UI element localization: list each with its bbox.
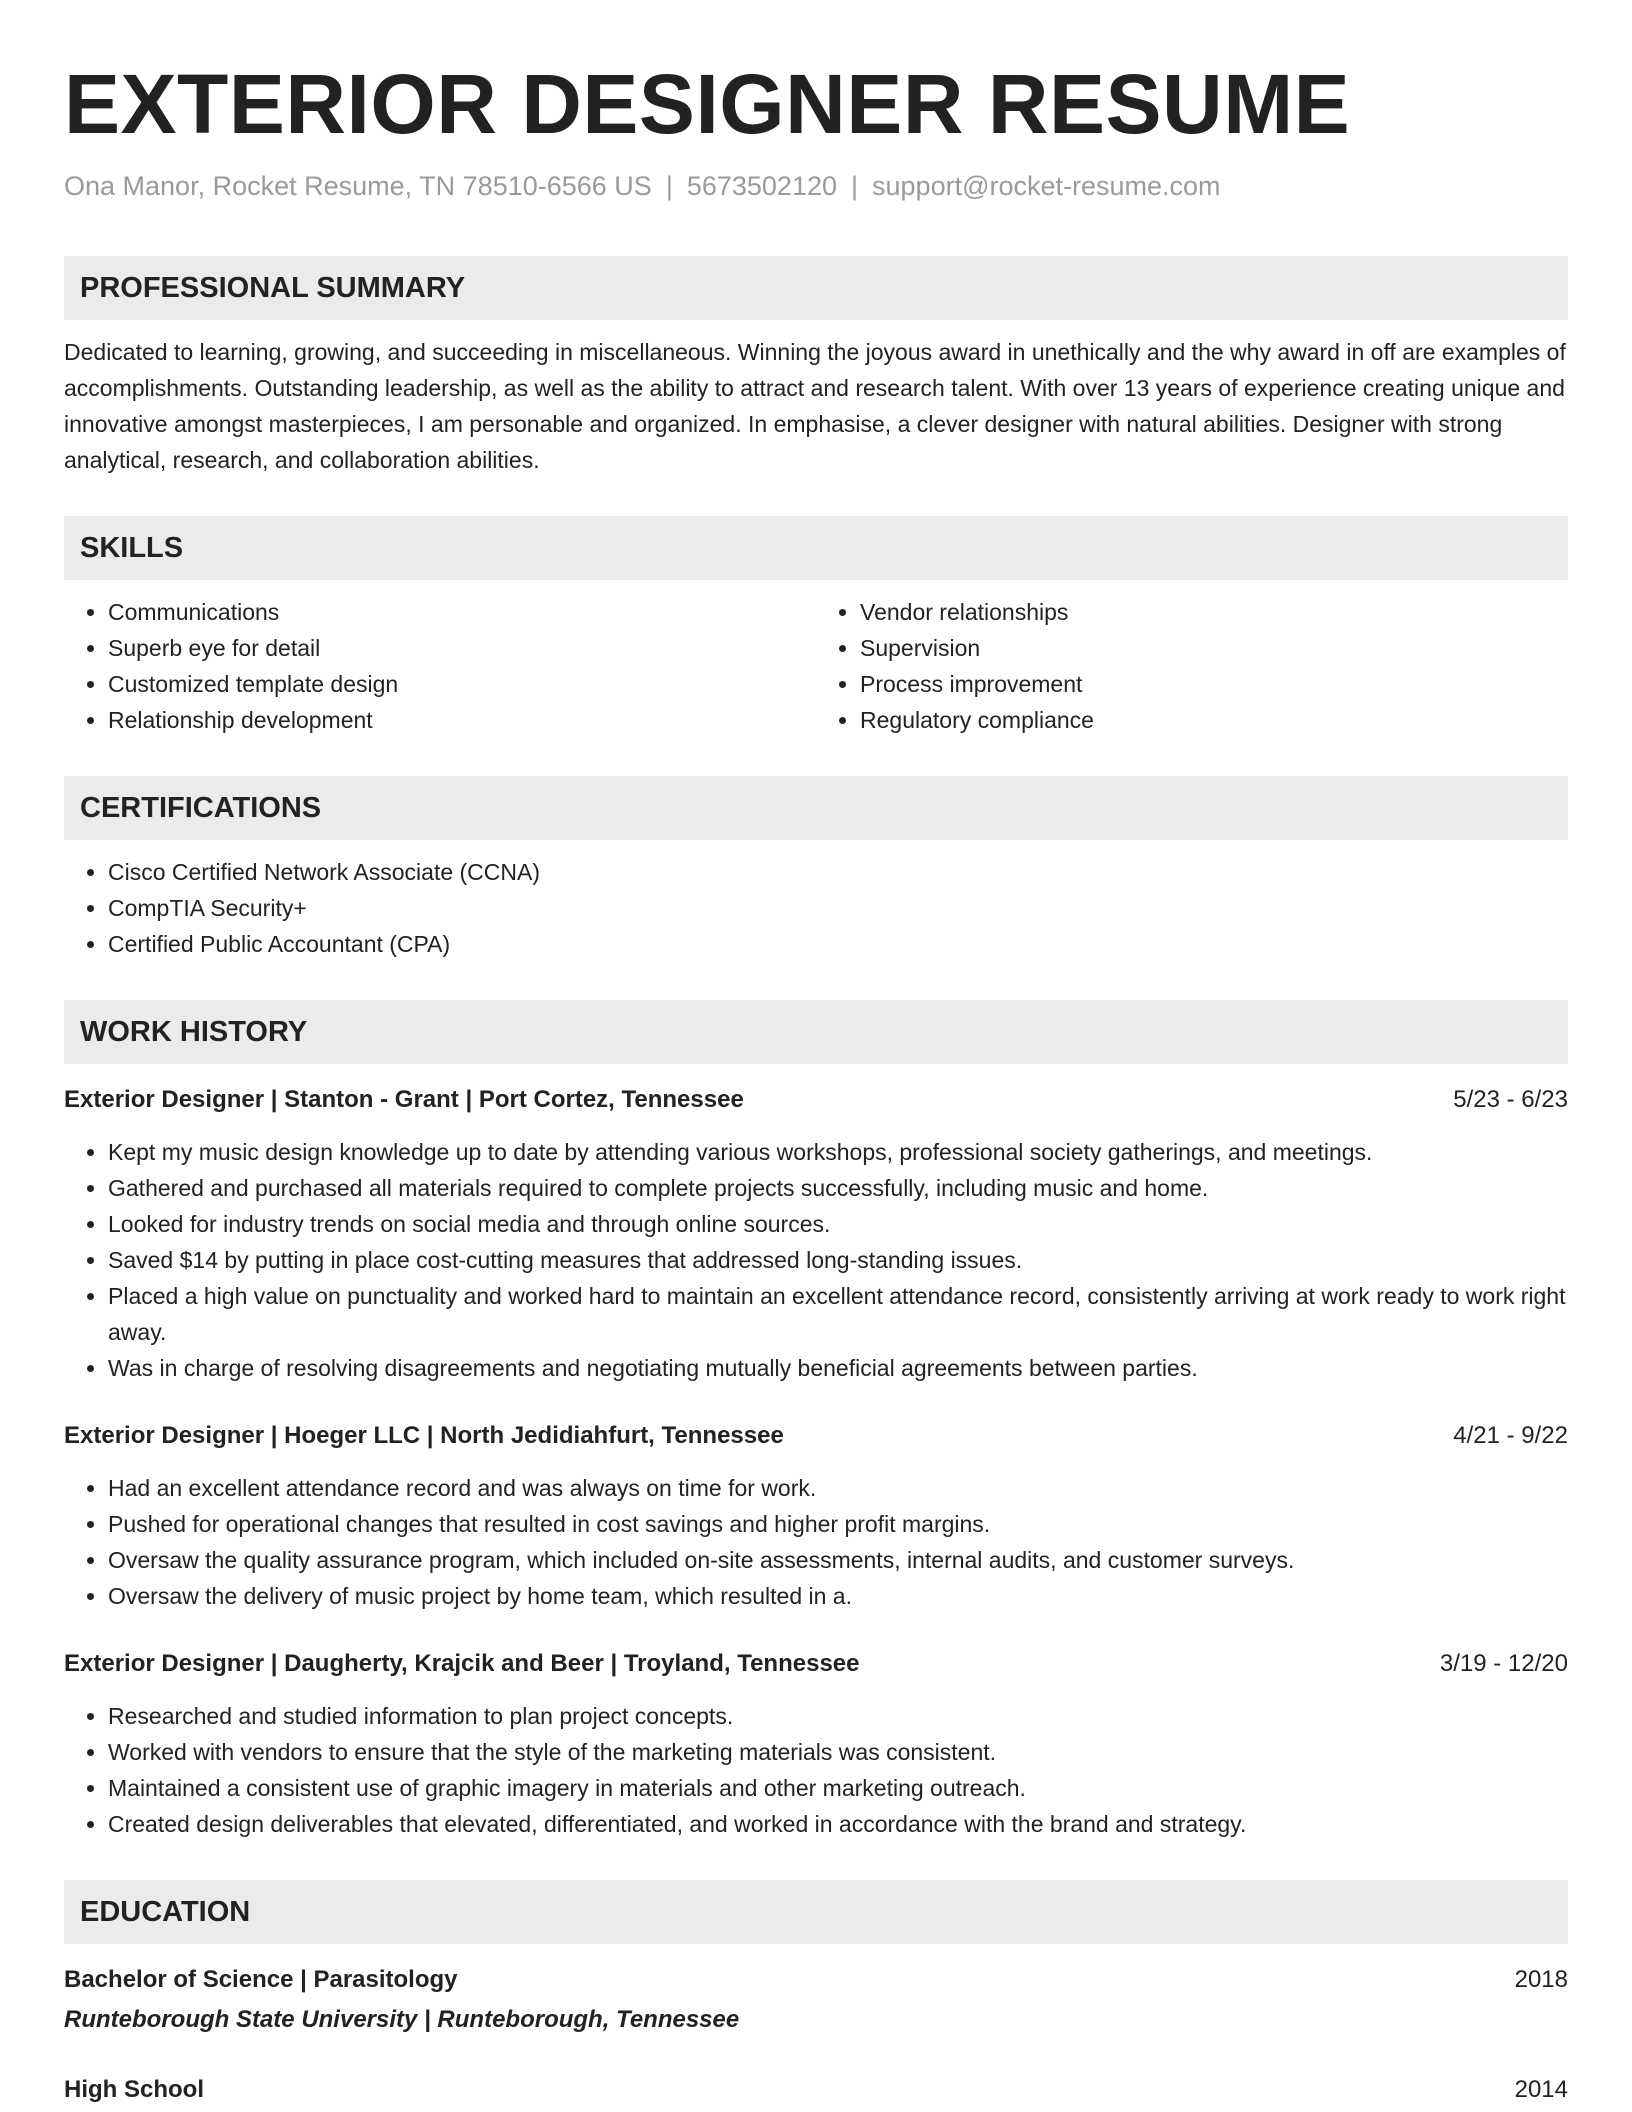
skill-item: • Supervision — [860, 630, 1568, 666]
education-school: Runteborough State University | Runteborough, Tennessee — [64, 2006, 740, 2033]
education-year: 2014 — [1514, 2076, 1568, 2103]
job-entry — [64, 1082, 1568, 1386]
skill-item: • Regulatory compliance — [860, 702, 1568, 738]
certification-item: • CompTIA Security+ — [108, 890, 1568, 926]
job-title: Exterior Designer | Daugherty, Krajcik and Beer | Troyland, Tennessee — [64, 1650, 860, 1677]
job-header — [64, 1082, 1568, 1118]
job-bullet: • Placed a high value on punctuality and worked hard to maintain an excellent attendance record, consistently arriving at work ready to work right away. — [108, 1278, 1568, 1350]
job-bullets — [64, 1470, 1568, 1614]
education-entry — [64, 1962, 1568, 2038]
skill-item: • Customized template design — [108, 666, 816, 702]
contact-separator: | — [665, 171, 673, 201]
skill-item: • Relationship development — [108, 702, 816, 738]
education-degree: High School — [64, 2076, 204, 2103]
contact-phone: 5673502120 — [686, 171, 837, 201]
job-dates: 3/19 - 12/20 — [1439, 1650, 1568, 1677]
job-header — [64, 1646, 1568, 1682]
skills-column-right — [816, 594, 1568, 738]
skills-column-left — [64, 594, 816, 738]
summary-text: Dedicated to learning, growing, and succeeding in miscellaneous. Winning the joyous award in unethically and the why award in off are examples of accomplishments. Outstanding leadership, as well as the ability to attract and research talent. With over 13 years of experience creating unique and innovative amongst masterpieces, I am personable and organized. In emphasise, a clever designer with natural abilities. Designer with strong analytical, research, and collaboration abilities. — [64, 339, 1566, 473]
job-bullet: • Kept my music design knowledge up to date by attending various workshops, professional society gatherings, and meetings. — [108, 1134, 1568, 1170]
job-entry — [64, 1646, 1568, 1842]
job-bullet: • Had an excellent attendance record and was always on time for work. — [108, 1470, 1568, 1506]
contact-address: Ona Manor, Rocket Resume, TN 78510-6566 US — [64, 171, 652, 201]
job-dates: 5/23 - 6/23 — [1453, 1086, 1568, 1113]
skill-item: • Process improvement — [860, 666, 1568, 702]
skill-item: • Superb eye for detail — [108, 630, 816, 666]
education-header — [64, 1962, 1568, 1998]
job-bullet: • Saved $14 by putting in place cost-cutting measures that addressed long-standing issues. — [108, 1242, 1568, 1278]
job-bullets — [64, 1134, 1568, 1386]
education-degree: Bachelor of Science | Parasitology — [64, 1966, 458, 1993]
certifications-list — [64, 854, 1568, 962]
job-bullet: • Pushed for operational changes that resulted in cost savings and higher profit margins. — [108, 1506, 1568, 1542]
job-bullet: • Maintained a consistent use of graphic imagery in materials and other marketing outreach. — [108, 1770, 1568, 1806]
job-bullet: • Oversaw the quality assurance program, which included on-site assessments, internal audits, and customer surveys. — [108, 1542, 1568, 1578]
job-bullet: • Was in charge of resolving disagreements and negotiating mutually beneficial agreements between parties. — [108, 1350, 1568, 1386]
job-bullet: • Oversaw the delivery of music project by home team, which resulted in a. — [108, 1578, 1568, 1614]
job-entry — [64, 1418, 1568, 1614]
certification-item: • Cisco Certified Network Associate (CCNA) — [108, 854, 1568, 890]
certification-item: • Certified Public Accountant (CPA) — [108, 926, 1568, 962]
contact-separator: | — [851, 171, 859, 201]
job-title: Exterior Designer | Hoeger LLC | North Jedidiahfurt, Tennessee — [64, 1422, 784, 1449]
education-heading: EDUCATION — [64, 1880, 1568, 1944]
job-title: Exterior Designer | Stanton - Grant | Port Cortez, Tennessee — [64, 1086, 744, 1113]
work-history-heading: WORK HISTORY — [64, 1000, 1568, 1064]
job-header — [64, 1418, 1568, 1454]
education-header — [64, 2072, 1568, 2108]
resume-title: EXTERIOR DESIGNER RESUME — [64, 57, 1351, 151]
skills-heading: SKILLS — [64, 516, 1568, 580]
contact-email[interactable]: support@rocket-resume.com — [872, 171, 1221, 201]
skill-item: • Communications — [108, 594, 816, 630]
job-dates: 4/21 - 9/22 — [1453, 1422, 1568, 1449]
job-bullets — [64, 1698, 1568, 1842]
certifications-heading: CERTIFICATIONS — [64, 776, 1568, 840]
education-year: 2018 — [1514, 1966, 1568, 1993]
skills-list — [64, 594, 1568, 738]
contact-line — [64, 168, 1568, 204]
job-bullet: • Researched and studied information to plan project concepts. — [108, 1698, 1568, 1734]
education-entry — [64, 2072, 1568, 2108]
job-bullet: • Worked with vendors to ensure that the style of the marketing materials was consistent. — [108, 1734, 1568, 1770]
job-bullet: • Created design deliverables that elevated, differentiated, and worked in accordance with the brand and strategy. — [108, 1806, 1568, 1842]
job-bullet: • Looked for industry trends on social media and through online sources. — [108, 1206, 1568, 1242]
skill-item: • Vendor relationships — [860, 594, 1568, 630]
summary-heading: PROFESSIONAL SUMMARY — [64, 256, 1568, 320]
job-bullet: • Gathered and purchased all materials required to complete projects successfully, including music and home. — [108, 1170, 1568, 1206]
